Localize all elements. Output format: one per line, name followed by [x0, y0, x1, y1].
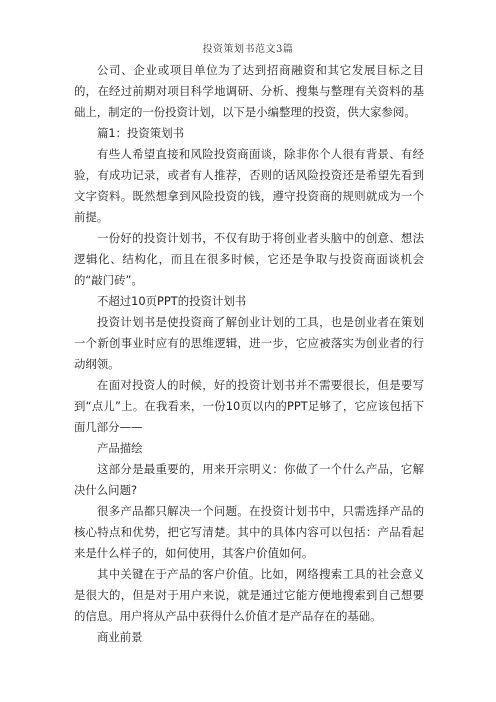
body-paragraph: 在面对投资人的时候，好的投资计划书并不需要很长，但是要写到“点儿”上。在我看来，一份10页以内的PPT足够了，它应该包括下面几部分——	[74, 378, 424, 434]
subsection-heading: 产品描绘	[97, 441, 143, 455]
intro-paragraph: 公司、企业或项目单位为了达到招商融资和其它发展目标之目的，在经过前期对项目科学地调研、分析、搜集与整理有关资料的基础上，制定的一份投资计划，以下是小编整理的投资，供大家参阅。	[74, 63, 424, 119]
body-paragraph: 其中关键在于产品的客户价值。比如，网络搜索工具的社会意义是很大的，但是对于用户来说，就是通过它能方便地搜索到自己想要的信息。用户将从产品中获得什么价值才是产品存在的基础。	[74, 567, 424, 623]
body-paragraph: 很多产品都只解决一个问题。在投资计划书中，只需选择产品的核心特点和优势，把它写清楚。其中的具体内容可以包括：产品看起来是什么样子的，如何使用，其客户价值如何。	[74, 504, 424, 560]
body-paragraph: 一份好的投资计划书，不仅有助于将创业者头脑中的创意、想法逻辑化、结构化，而且在很多时候，它还是争取与投资商面谈机会的“敲门砖”。	[74, 231, 424, 287]
body-paragraph: 投资计划书是使投资商了解创业计划的工具，也是创业者在策划一个新创事业时应有的思维逻辑，进一步，它应被落实为创业者的行动纲领。	[74, 315, 424, 371]
document-title: 投资策划书范文3篇	[202, 44, 294, 55]
subsection-heading: 不超过10页PPT的投资计划书	[97, 294, 247, 308]
document-body	[74, 60, 424, 648]
body-paragraph: 这部分是最重要的，用来开宗明义：你做了一个什么产品，它解决什么问题?	[74, 462, 424, 497]
body-paragraph: 有些人希望直接和风险投资商面谈，除非你个人很有背景、有经验，有成功记录，或者有人推荐，否则的话风险投资还是希望先看到文字资料。既然想拿到风险投资的钱，遵守投资商的规则就成为一个前提。	[74, 147, 424, 224]
subsection-heading: 商业前景	[97, 630, 143, 644]
section-heading: 篇1：投资策划书	[97, 126, 184, 140]
